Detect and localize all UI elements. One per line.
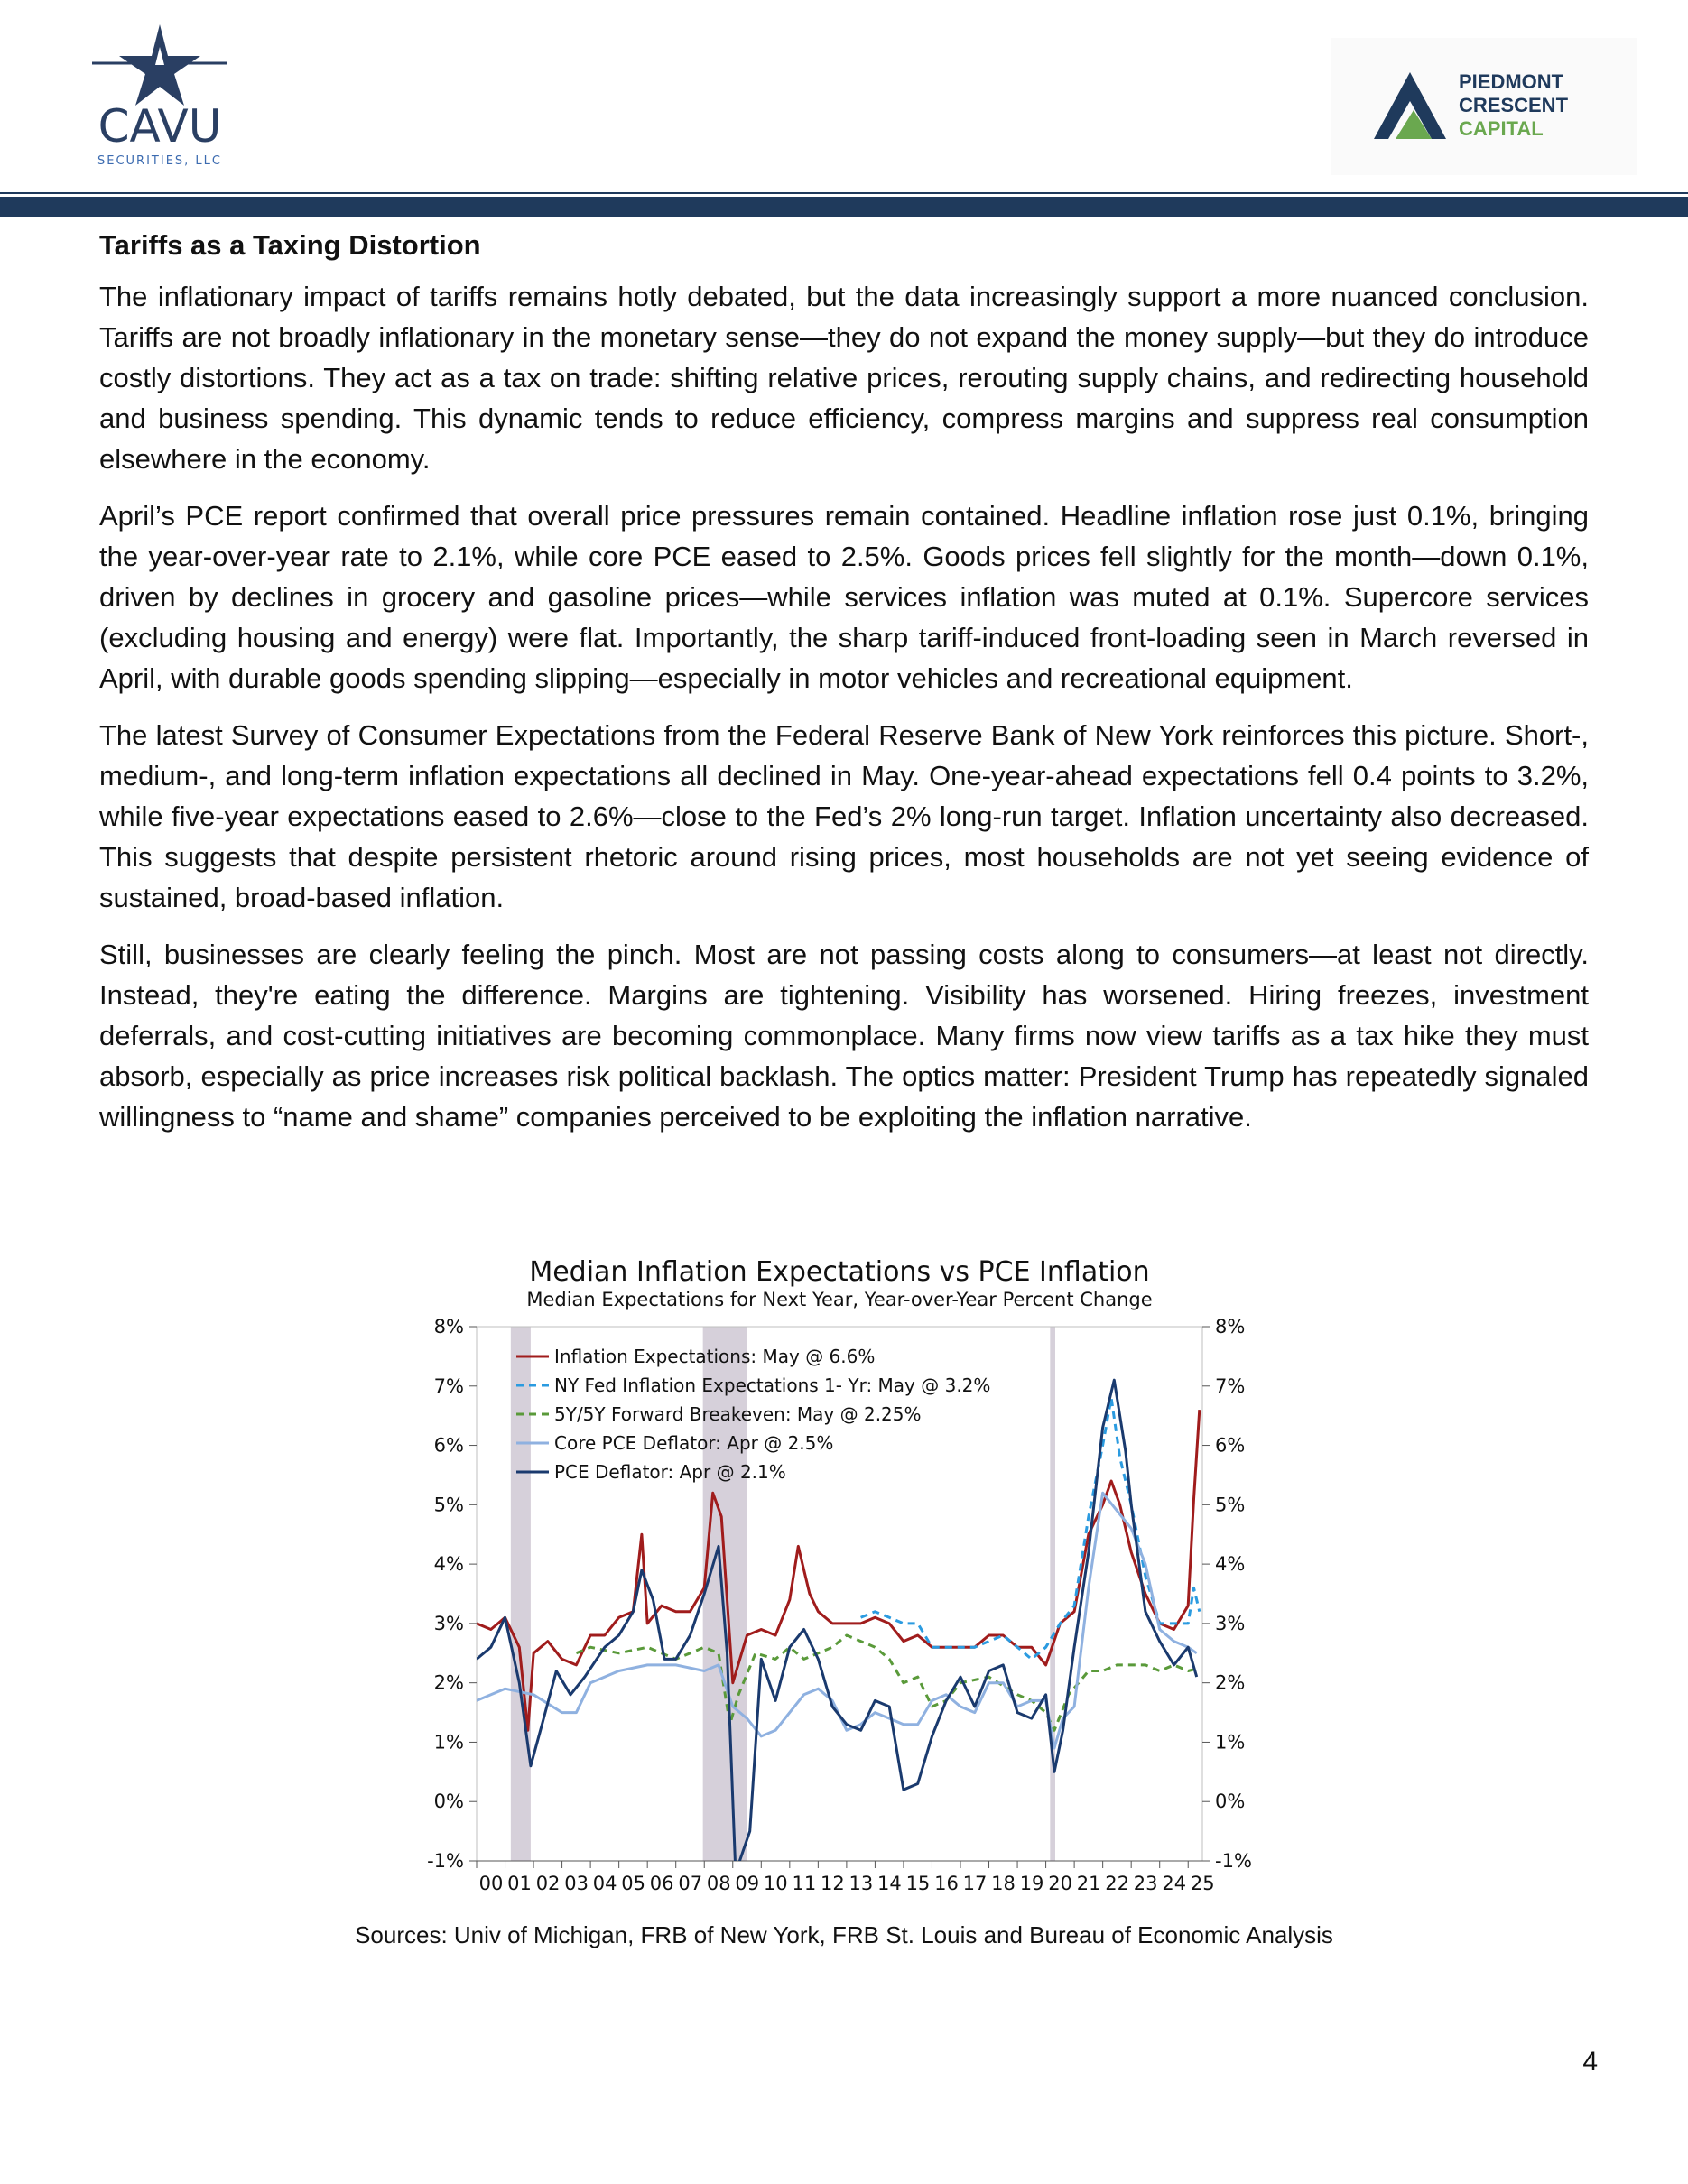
y-tick-label-right: 4% (1215, 1553, 1246, 1576)
y-tick-label-left: 8% (433, 1316, 464, 1337)
page-number: 4 (1582, 2047, 1598, 2077)
x-tick-label: 07 (678, 1873, 703, 1894)
section-heading: Tariffs as a Taxing Distortion (99, 229, 481, 261)
x-tick-label: 00 (478, 1873, 504, 1894)
x-tick-label: 21 (1076, 1873, 1101, 1894)
series-line-5 (477, 1380, 1197, 1873)
piedmont-crescent-mark-icon (1331, 38, 1637, 175)
pcc-line2: CRESCENT (1459, 94, 1569, 116)
y-tick-label-right: 8% (1215, 1316, 1246, 1337)
pcc-line1: PIEDMONT (1459, 70, 1564, 93)
series-line-3 (576, 1635, 1199, 1730)
recession-band (1050, 1327, 1055, 1861)
legend-label: Inflation Expectations: May @ 6.6% (554, 1346, 876, 1367)
article-body (99, 226, 1589, 1153)
page-header (0, 0, 1688, 221)
x-tick-label: 05 (621, 1873, 646, 1894)
y-tick-label-right: 5% (1215, 1494, 1246, 1516)
y-tick-label-left: 0% (433, 1791, 464, 1813)
y-tick-label-left: 5% (433, 1494, 464, 1516)
paragraph-2: April’s PCE report confirmed that overall price pressures remain contained. Headline inflation rose just 0.1%, bringing the year-over-year rate to 2.1%, while core PCE eased to 2.5%. Goods prices fell slightly for the month—down 0.1%, driven by declines in grocery and gasoline prices—while services inflation was muted at 0.1%. Supercore services (excluding housing and energy) were flat. Importantly, the sharp tariff-induced front-loading seen in March reversed in April, with durable goods spending slipping—especially in motor vehicles and recreational equipment. (99, 500, 1589, 694)
cavu-securities-logo (74, 20, 246, 173)
y-tick-label-left: 2% (433, 1671, 464, 1694)
x-tick-label: 14 (877, 1873, 902, 1894)
legend-label: PCE Deflator: Apr @ 2.1% (554, 1461, 786, 1483)
x-tick-label: 15 (905, 1873, 931, 1894)
header-rule-thin (0, 192, 1688, 194)
paragraph-4: Still, businesses are clearly feeling the pinch. Most are not passing costs along to consumers—at least not directly. Instead, they're eating the difference. Margins are tightening. Visibility has worsened. Hiring freezes, investment deferrals, and cost-cutting initiatives are becoming commonplace. Many firms now view tariffs as a tax hike they must absorb, especially as price increases risk political backlash. The optics matter: President Trump has repeatedly signaled willingness to “name and shame” companies perceived to be exploiting the inflation narrative. (99, 939, 1589, 1133)
chart-title: Median Inflation Expectations vs PCE Inflation (529, 1256, 1150, 1288)
x-tick-label: 23 (1133, 1873, 1158, 1894)
chart-sources: Sources: Univ of Michigan, FRB of New York, FRB St. Louis and Bureau of Economic Analysis (355, 1921, 1333, 1948)
cavu-wordmark: CAVU (97, 100, 222, 153)
x-tick-label: 18 (991, 1873, 1016, 1894)
y-tick-label-right: 1% (1215, 1731, 1246, 1754)
x-tick-label: 13 (849, 1873, 874, 1894)
x-tick-label: 10 (763, 1873, 788, 1894)
x-tick-label: 19 (1019, 1873, 1044, 1894)
x-tick-label: 08 (706, 1873, 731, 1894)
chart-subtitle: Median Expectations for Next Year, Year-over-Year Percent Change (526, 1289, 1153, 1310)
y-tick-label-left: 6% (433, 1434, 464, 1457)
x-tick-label: 25 (1190, 1873, 1215, 1894)
inflation-chart (397, 1250, 1282, 1909)
x-tick-label: 02 (535, 1873, 561, 1894)
y-tick-label-right: 7% (1215, 1374, 1246, 1397)
x-tick-label: 03 (564, 1873, 589, 1894)
recession-band (511, 1327, 531, 1861)
legend-label: 5Y/5Y Forward Breakeven: May @ 2.25% (554, 1403, 922, 1425)
piedmont-crescent-logo-panel (1331, 38, 1637, 175)
y-tick-label-right: 3% (1215, 1612, 1246, 1634)
header-rule (0, 197, 1688, 217)
y-tick-label-left: 1% (433, 1731, 464, 1754)
x-tick-label: 09 (735, 1873, 760, 1894)
y-tick-label-right: 0% (1215, 1791, 1246, 1813)
x-tick-label: 11 (792, 1873, 817, 1894)
y-tick-label-left: -1% (427, 1850, 464, 1872)
x-tick-label: 12 (820, 1873, 845, 1894)
x-tick-label: 06 (649, 1873, 674, 1894)
x-tick-label: 04 (592, 1873, 617, 1894)
y-tick-label-right: 2% (1215, 1671, 1246, 1694)
pcc-line3: CAPITAL (1459, 117, 1544, 140)
paragraph-1: The inflationary impact of tariffs remains hotly debated, but the data increasingly support a more nuanced conclusion. Tariffs are not broadly inflationary in the monetary sense—they do not expand the money supply—but they do introduce costly distortions. They act as a tax on trade: shifting relative prices, rerouting supply chains, and redirecting household and business spending. This dynamic tends to reduce efficiency, compress margins and suppress real consumption elsewhere in the economy. (99, 281, 1589, 475)
chart-canvas (397, 1250, 1282, 1909)
x-tick-label: 01 (507, 1873, 532, 1894)
x-tick-label: 22 (1105, 1873, 1130, 1894)
x-tick-label: 20 (1048, 1873, 1072, 1894)
cavu-tagline: SECURITIES, LLC (97, 154, 222, 168)
y-tick-label-left: 3% (433, 1612, 464, 1634)
y-tick-label-right: -1% (1215, 1850, 1252, 1872)
y-tick-label-right: 6% (1215, 1434, 1246, 1457)
y-tick-label-left: 7% (433, 1374, 464, 1397)
paragraph-3: The latest Survey of Consumer Expectations from the Federal Reserve Bank of New York reinforces this picture. Short-, medium-, and long-term inflation expectations all declined in May. One-year-ahead expectations fell 0.4 points to 3.2%, while five-year expectations eased to 2.6%—close to the Fed’s 2% long-run target. Inflation uncertainty also decreased. This suggests that despite persistent rhetoric around rising prices, most households are not yet seeing evidence of sustained, broad-based inflation. (99, 719, 1589, 913)
legend-label: Core PCE Deflator: Apr @ 2.5% (554, 1432, 834, 1454)
x-tick-label: 16 (934, 1873, 959, 1894)
y-tick-label-left: 4% (433, 1553, 464, 1576)
x-tick-label: 24 (1162, 1873, 1187, 1894)
x-tick-label: 17 (962, 1873, 988, 1894)
legend-label: NY Fed Inflation Expectations 1- Yr: May @ 3.2% (554, 1374, 991, 1396)
